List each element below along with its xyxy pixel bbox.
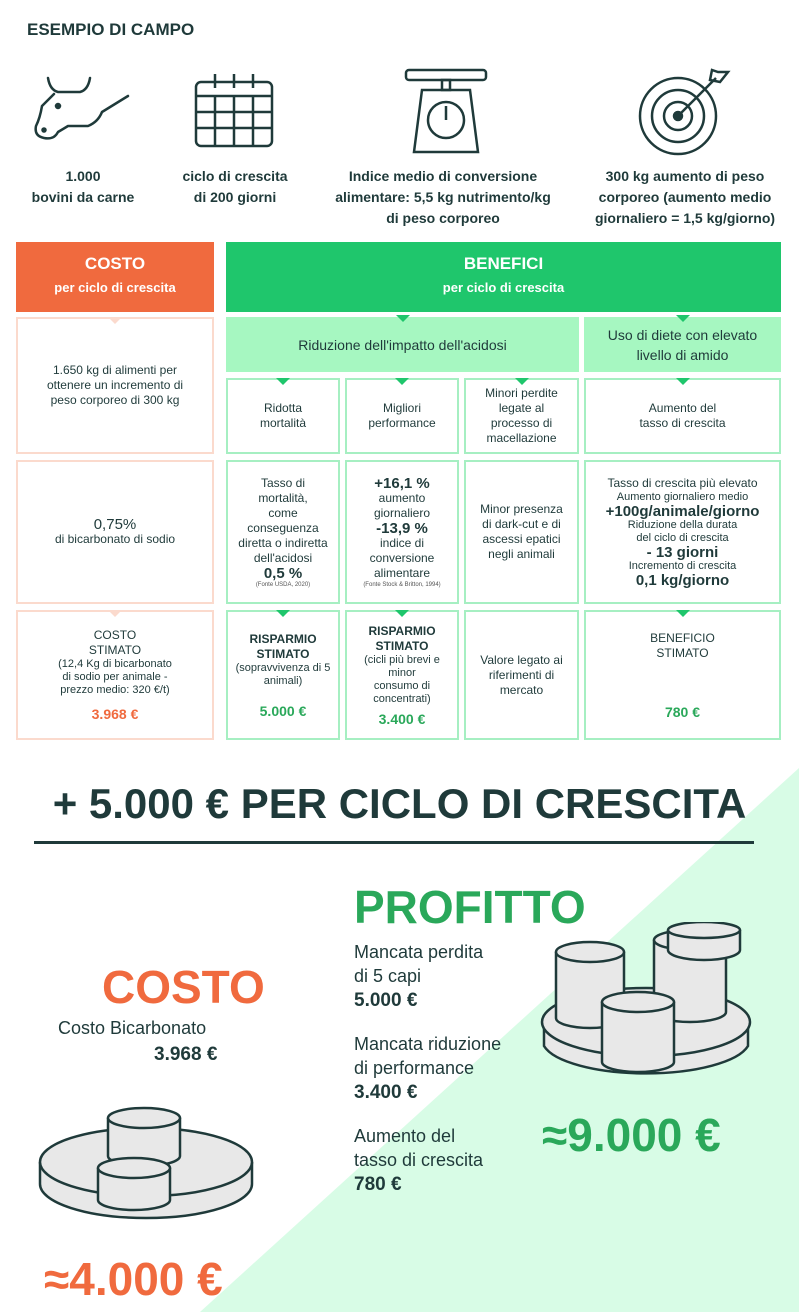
summary-cost-label: Costo Bicarbonato [58, 1018, 207, 1038]
profit-item-3: Aumento del tasso di crescita [354, 1126, 484, 1170]
summary-cost-approx: ≈4.000 € [44, 1253, 223, 1305]
fact-cattle: 1.000 bovini da carne [31, 168, 135, 205]
acidosis-header: Riduzione dell'impatto dell'acidosi [226, 317, 579, 372]
fact-cycle: ciclo di crescita di 200 giorni [182, 168, 288, 205]
growth-detail: Tasso di crescita più elevato Aumento giornaliero medio +100g/animale/giorno Riduzione della durata del ciclo di crescita - 13 giorni Incremento di crescita 0,1 kg/giorno [584, 460, 781, 604]
slaughter-result: Valore legato ai riferimenti di mercato [464, 610, 579, 740]
mortality-detail: Tasso di mortalità, come conseguenza diretta o indiretta dell'acidosi 0,5 % (Fonte USDA, 2020) [226, 460, 340, 604]
headline-banner: + 5.000 € PER CICLO DI CRESCITA [52, 780, 747, 827]
coin-stack-icon [36, 1102, 256, 1234]
growth-result: BENEFICIO STIMATO 780 € [584, 610, 781, 740]
mortality-result: RISPARMIO STIMATO (sopravvivenza di 5 animali) 5.000 € [226, 610, 340, 740]
slaughter-subheader: Minori perdite legate al processo di macellazione [464, 378, 579, 454]
scale-icon [400, 68, 492, 154]
cow-icon [28, 66, 132, 146]
growth-subheader: Aumento del tasso di crescita [584, 378, 781, 454]
summary-cost-title: COSTO [102, 961, 265, 1013]
performance-subheader: Migliori performance [345, 378, 459, 454]
cost-bicarbonate-card: 0,75% di bicarbonato di sodio [16, 460, 214, 604]
profit-item-1: Mancata perdita di 5 capi [354, 942, 484, 986]
coin-stack-icon [540, 922, 754, 1094]
performance-detail: +16,1 % aumento giornaliero -13,9 % indice di conversione alimentare (Fonte Stock & Britton, 1994) [345, 460, 459, 604]
summary-cost-value: 3.968 € [154, 1044, 218, 1065]
costo-band: COSTO per ciclo di crescita [16, 242, 214, 312]
starch-header: Uso di diete con elevato livello di amido [584, 317, 781, 372]
fact-conversion: Indice medio di conversione alimentare: 5,5 kg nutrimento/kg di peso corporeo [335, 168, 551, 226]
summary-profit-title: PROFITTO [354, 881, 586, 933]
target-icon [636, 66, 732, 156]
performance-result: RISPARMIO STIMATO (cicli più brevi e minor consumo di concentrati) 3.400 € [345, 610, 459, 740]
calendar-icon [193, 72, 275, 150]
fact-weight-gain: 300 kg aumento di peso corporeo (aumento medio giornaliero = 1,5 kg/giorno) [594, 168, 776, 226]
slaughter-detail: Minor presenza di dark-cut e di ascessi epatici negli animali [464, 460, 579, 604]
profit-item-2-value: 3.400 € [354, 1082, 418, 1103]
profit-item-1-value: 5.000 € [354, 990, 418, 1011]
divider [34, 841, 754, 844]
mortality-subheader: Ridotta mortalità [226, 378, 340, 454]
cost-estimate-card: COSTO STIMATO (12,4 Kg di bicarbonato di sodio per animale - prezzo medio: 320 €/t) 3.968 € [16, 610, 214, 740]
summary-profit-approx: ≈9.000 € [542, 1109, 721, 1161]
profit-item-2: Mancata riduzione di performance [354, 1034, 502, 1078]
benefici-band: BENEFICI per ciclo di crescita [226, 242, 781, 312]
cost-feed-card: 1.650 kg di alimenti per ottenere un incremento di peso corporeo di 300 kg [16, 317, 214, 454]
profit-item-3-value: 780 € [354, 1174, 402, 1195]
section-title: ESEMPIO DI CAMPO [27, 20, 195, 39]
